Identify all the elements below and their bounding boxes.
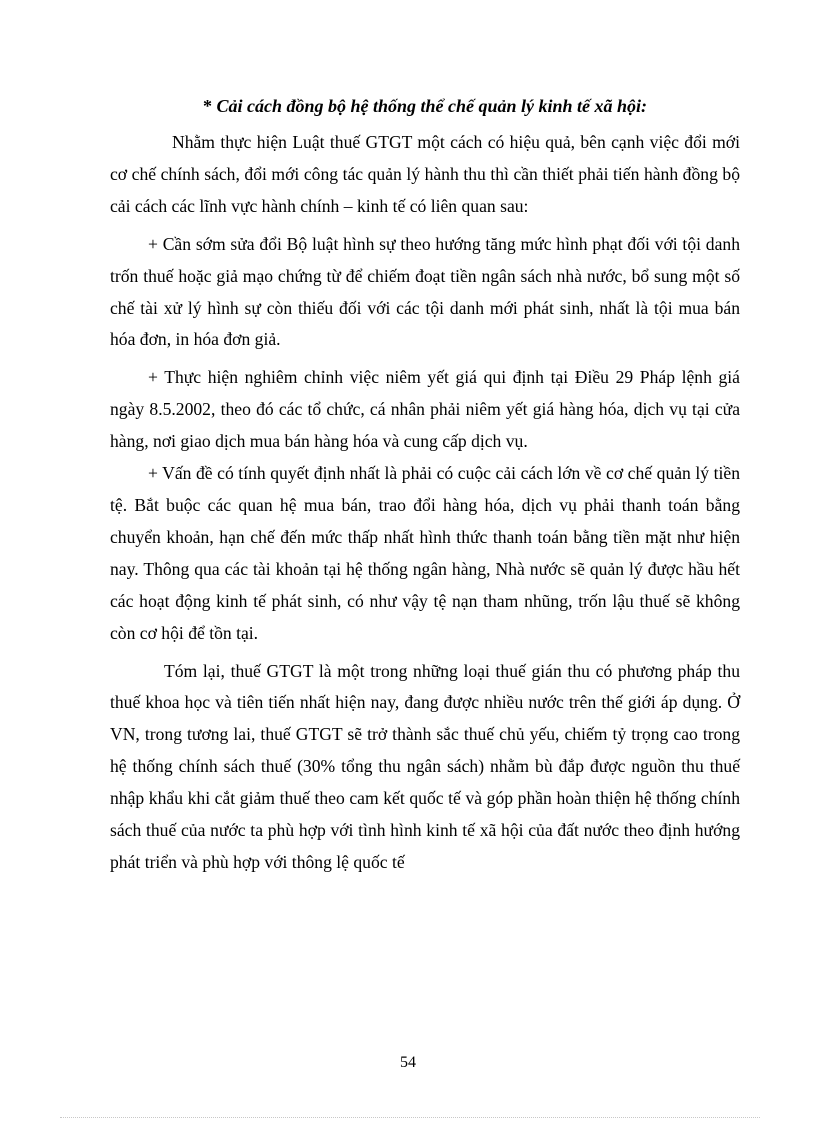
- section-heading: [110, 94, 740, 118]
- footer-divider: [60, 1117, 760, 1118]
- conclusion-paragraph: Tóm lại, thuế GTGT là một trong những loại thuế gián thu có phương pháp thu thuế khoa học và tiên tiến nhất hiện nay, đang được nhiều nước trên thế giới áp dụng. Ở VN, trong tương lai, thuế GTGT sẽ trở thành sắc thuế chủ yếu, chiếm tỷ trọng cao trong hệ thống chính sách thuế (30% tổng thu ngân sách) nhằm bù đắp được nguồn thu thuế nhập khẩu khi cắt giảm thuế theo cam kết quốc tế và góp phần hoàn thiện hệ thống chính sách thuế của nước ta phù hợp với tình hình kinh tế xã hội của đất nước theo định hướng phát triển và phù hợp với thông lệ quốc tế: [110, 660, 740, 872]
- intro-paragraph: Nhằm thực hiện Luật thuế GTGT một cách có hiệu quả, bên cạnh việc đổi mới cơ chế chính sách, đổi mới công tác quản lý hành thu thì cần thiết phải tiến hành đồng bộ cải cách các lĩnh vực hành chính – kinh tế có liên quan sau:: [110, 132, 740, 216]
- heading-bullet: *: [202, 96, 212, 116]
- heading-text: Cải cách đồng bộ hệ thống thể chế quản lý kinh tế xã hội:: [216, 96, 648, 116]
- page-number: 54: [400, 1054, 416, 1071]
- bullet-price-listing: + Thực hiện nghiêm chỉnh việc niêm yết giá qui định tại Điều 29 Pháp lệnh giá ngày 8.5.2002, theo đó các tổ chức, cá nhân phải niêm yết giá hàng hóa, dịch vụ tại cửa hàng, nơi giao dịch mua bán hàng hóa và cung cấp dịch vụ.: [110, 367, 740, 452]
- bullet-monetary-reform: + Vấn đề có tính quyết định nhất là phải có cuộc cải cách lớn về cơ chế quản lý tiền tệ. Bắt buộc các quan hệ mua bán, trao đổi hàng hóa, dịch vụ phải thanh toán bằng chuyển khoản, hạn chế đến mức thấp nhất hình thức thanh toán bằng tiền mặt như hiện nay. Thông qua các tài khoản tại hệ thống ngân hàng, Nhà nước sẽ quản lý được hầu hết các hoạt động kinh tế phát sinh, có như vậy tệ nạn tham nhũng, trốn lậu thuế sẽ không còn cơ hội để tồn tại.: [110, 463, 740, 643]
- bullet-criminal-law: + Cần sớm sửa đổi Bộ luật hình sự theo hướng tăng mức hình phạt đối với tội danh trốn thuế hoặc giả mạo chứng từ để chiếm đoạt tiền ngân sách nhà nước, bổ sung một số chế tài xử lý hình sự còn thiếu đối với các tội danh mới phát sinh, nhất là tội mua bán hóa đơn, in hóa đơn giả.: [110, 233, 740, 350]
- body-text: [110, 127, 740, 879]
